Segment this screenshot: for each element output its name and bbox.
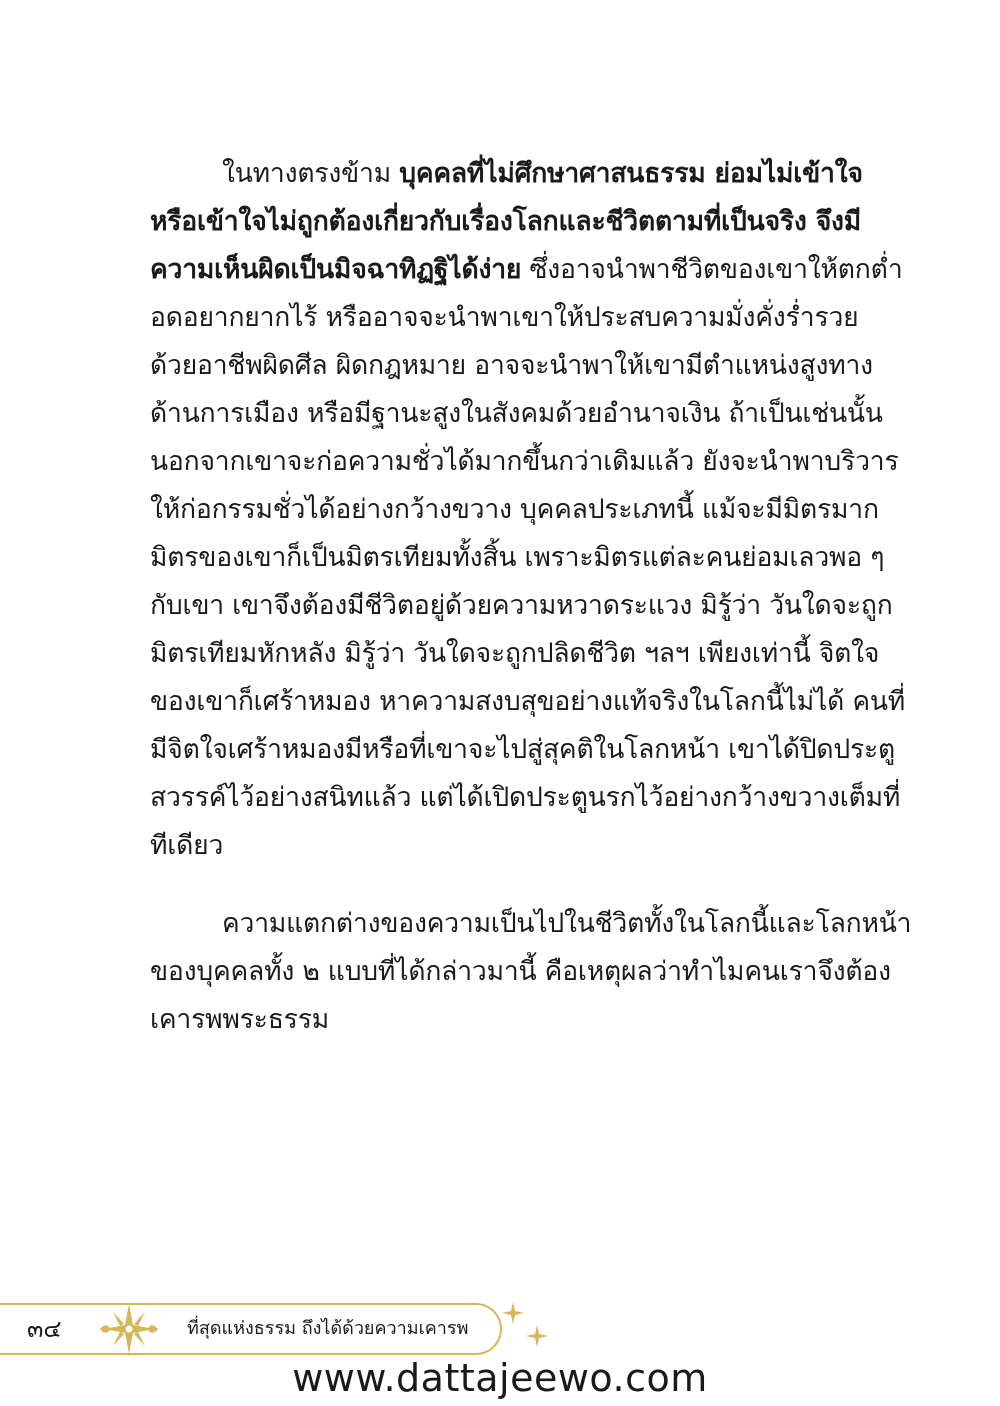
small-star-ornament-icon: [502, 1302, 524, 1324]
paragraph2-line3: เคารพพระธรรม: [150, 1004, 330, 1035]
paragraph2-line2: ของบุคคลทั้ง ๒ แบบที่ได้กล่าวมานี้ คือเหตุผลว่าทำไมคนเราจึงต้อง: [150, 956, 891, 987]
paragraph1-line1-bold: บุคคลที่ไม่ศึกษาศาสนธรรม ย่อมไม่เข้าใจ: [399, 158, 863, 189]
paragraph1-line11: มิตรเทียมหักหลัง มิรู้ว่า วันใดจะถูกปลิดชีวิต ฯลฯ เพียงเท่านี้ จิตใจ: [150, 638, 880, 669]
paragraph1-line2: หรือเข้าใจไม่ถูกต้องเกี่ยวกับเรื่องโลกและชีวิตตามที่เป็นจริง จึงมี: [150, 206, 862, 237]
paragraph1-line3: [150, 246, 903, 294]
paragraph1-line7: นอกจากเขาจะก่อความชั่วได้มากขึ้นกว่าเดิมแล้ว ยังจะนำพาบริวาร: [150, 446, 899, 477]
paragraph2-line1: ความแตกต่างของความเป็นไปในชีวิตทั้งในโลกนี้และโลกหน้า: [222, 908, 912, 939]
paragraph1-line4: อดอยากยากไร้ หรืออาจจะนำพาเขาให้ประสบความมั่งคั่งร่ำรวย: [150, 302, 859, 333]
paragraph1-line14: สวรรค์ไว้อย่างสนิทแล้ว แต่ได้เปิดประตูนรกไว้อย่างกว้างขวางเต็มที่: [150, 782, 901, 813]
small-star-ornament-icon: [526, 1325, 548, 1347]
paragraph1-line3-bold: ความเห็นผิดเป็นมิจฉาทิฏฐิได้ง่าย: [150, 254, 522, 285]
paragraph1-line13: มีจิตใจเศร้าหมองมีหรือที่เขาจะไปสู่สุคติในโลกหน้า เขาได้ปิดประตู: [150, 734, 896, 765]
paragraph1-line1-lead: ในทางตรงข้าม: [222, 158, 400, 189]
paragraph1-line5: ด้วยอาชีพผิดศีล ผิดกฎหมาย อาจจะนำพาให้เขามีตำแหน่งสูงทาง: [150, 350, 873, 381]
paragraph1-line1: [222, 150, 863, 198]
paragraph1-line6: ด้านการเมือง หรือมีฐานะสูงในสังคมด้วยอำนาจเงิน ถ้าเป็นเช่นนั้น: [150, 398, 883, 429]
book-title: ที่สุดแห่งธรรม ถึงได้ด้วยความเคารพ: [187, 1318, 469, 1339]
gold-flower-ornament-icon: [100, 1302, 158, 1356]
paragraph1-line8: ให้ก่อกรรมชั่วได้อย่างกว้างขวาง บุคคลประเภทนี้ แม้จะมีมิตรมาก: [150, 494, 879, 525]
page-number: ๓๔: [27, 1315, 62, 1343]
paragraph1-line12: ของเขาก็เศร้าหมอง หาความสงบสุขอย่างแท้จริงในโลกนี้ไม่ได้ คนที่: [150, 686, 906, 717]
paragraph1-line9: มิตรของเขาก็เป็นมิตรเทียมทั้งสิ้น เพราะมิตรแต่ละคนย่อมเลวพอ ๆ: [150, 542, 885, 573]
website-url: www.dattajeewo.com: [292, 1356, 708, 1400]
paragraph1-line15: ทีเดียว: [150, 830, 224, 861]
paragraph1-line3-rest: ซึ่งอาจนำพาชีวิตของเขาให้ตกต่ำ: [521, 254, 903, 285]
paragraph1-line10: กับเขา เขาจึงต้องมีชีวิตอยู่ด้วยความหวาดระแวง มิรู้ว่า วันใดจะถูก: [150, 590, 893, 621]
